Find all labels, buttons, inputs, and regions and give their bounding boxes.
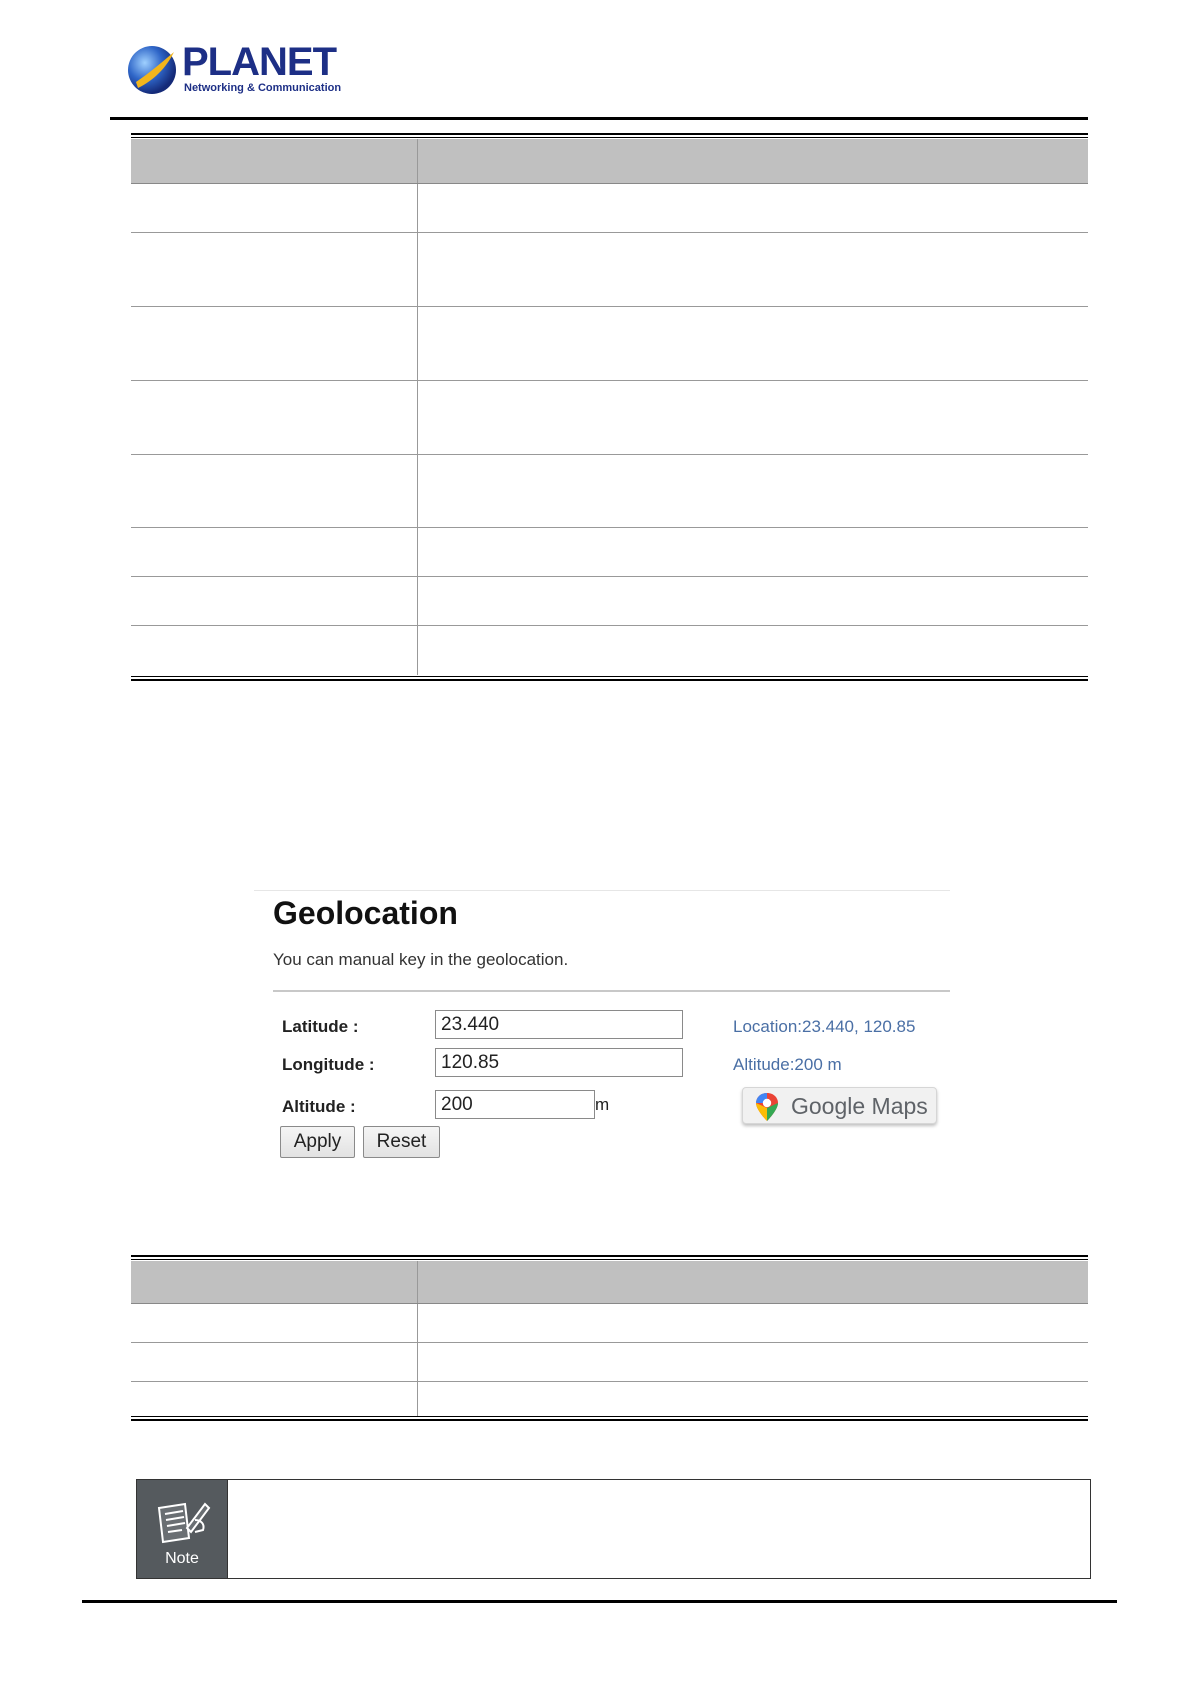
table-row — [131, 307, 1088, 381]
altitude-info: Altitude:200 m — [733, 1055, 842, 1074]
table-row — [131, 1343, 1088, 1382]
apply-button[interactable]: Apply — [280, 1126, 355, 1158]
table-row — [131, 1382, 1088, 1416]
table-row — [131, 455, 1088, 528]
table-row — [131, 381, 1088, 455]
note-label: Note — [165, 1550, 199, 1567]
longitude-input[interactable]: 120.85 — [435, 1048, 683, 1077]
note-icon — [137, 1480, 228, 1578]
footer-rule — [82, 1600, 1117, 1603]
table-header — [131, 1261, 1088, 1304]
geolocation-title: Geolocation — [273, 895, 458, 931]
latitude-label: Latitude : — [282, 1017, 359, 1036]
reset-button[interactable]: Reset — [363, 1126, 440, 1158]
brand-name: PLANET — [182, 40, 336, 84]
latitude-input[interactable]: 23.440 — [435, 1010, 683, 1039]
altitude-unit: m — [595, 1095, 610, 1114]
longitude-label: Longitude : — [282, 1055, 375, 1074]
table-row — [131, 184, 1088, 233]
parameter-table-2 — [131, 1255, 1088, 1421]
table-header — [131, 139, 1088, 184]
table-row — [131, 626, 1088, 675]
pen-paper-icon — [155, 1498, 211, 1546]
note-box — [136, 1479, 1091, 1579]
header-rule — [110, 117, 1088, 120]
geolocation-panel — [254, 890, 950, 1170]
planet-logo — [126, 40, 342, 100]
table-row — [131, 233, 1088, 307]
table-row — [131, 1304, 1088, 1343]
altitude-input[interactable]: 200 — [435, 1090, 595, 1119]
parameter-table-1 — [131, 133, 1088, 681]
location-info: Location:23.440, 120.85 — [733, 1017, 916, 1036]
brand-tagline: Networking & Communication — [184, 82, 342, 94]
geolocation-description: You can manual key in the geolocation. — [273, 950, 569, 969]
section-divider — [273, 990, 950, 992]
google-maps-button[interactable] — [742, 1087, 937, 1124]
map-pin-icon — [755, 1092, 779, 1122]
globe-icon — [126, 44, 178, 96]
google-maps-label: Google Maps — [791, 1093, 928, 1119]
altitude-label: Altitude : — [282, 1097, 356, 1116]
table-row — [131, 577, 1088, 626]
table-row — [131, 528, 1088, 577]
